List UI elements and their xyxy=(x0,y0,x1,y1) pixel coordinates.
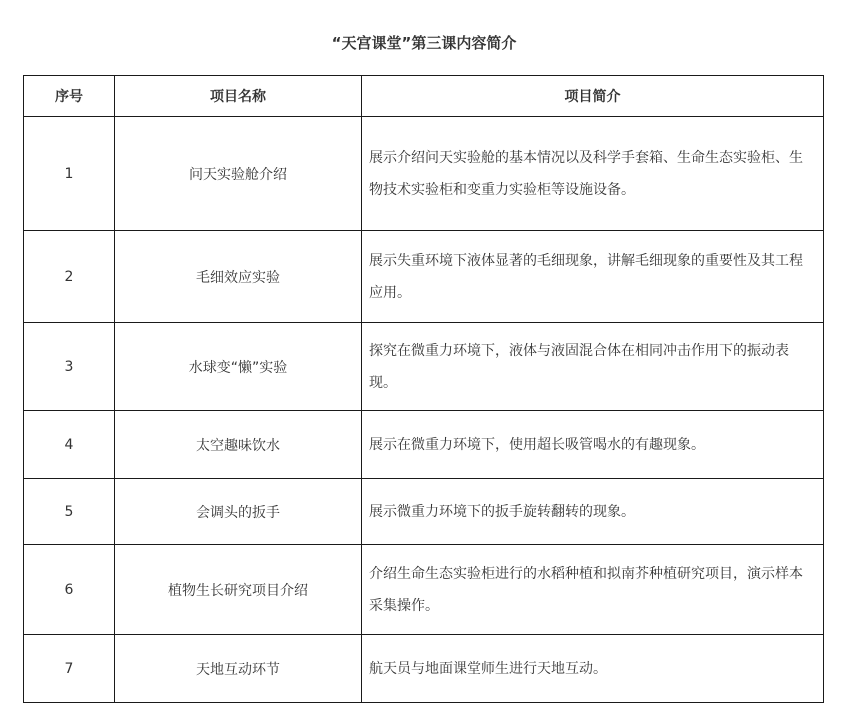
row-description: 介绍生命生态实验柜进行的水稻种植和拟南芥种植研究项目，演示样本采集操作。 xyxy=(362,545,824,635)
row-description: 航天员与地面课堂师生进行天地互动。 xyxy=(362,635,824,703)
table-row xyxy=(24,117,824,231)
table-row xyxy=(24,635,824,703)
row-number: 1 xyxy=(24,117,115,231)
header-number: 序号 xyxy=(24,76,115,117)
header-row xyxy=(24,76,824,117)
row-name: 太空趣味饮水 xyxy=(115,411,362,479)
row-description: 展示失重环境下液体显著的毛细现象，讲解毛细现象的重要性及其工程应用。 xyxy=(362,231,824,323)
row-number: 7 xyxy=(24,635,115,703)
row-number: 2 xyxy=(24,231,115,323)
header-description: 项目简介 xyxy=(362,76,824,117)
row-description: 展示微重力环境下的扳手旋转翻转的现象。 xyxy=(362,479,824,545)
row-name: 天地互动环节 xyxy=(115,635,362,703)
table-row xyxy=(24,323,824,411)
row-name: 水球变“懒”实验 xyxy=(115,323,362,411)
row-name: 植物生长研究项目介绍 xyxy=(115,545,362,635)
table-row xyxy=(24,479,824,545)
row-number: 6 xyxy=(24,545,115,635)
header-name: 项目名称 xyxy=(115,76,362,117)
row-name: 会调头的扳手 xyxy=(115,479,362,545)
table-row xyxy=(24,545,824,635)
row-description: 展示介绍问天实验舱的基本情况以及科学手套箱、生命生态实验柜、生物技术实验柜和变重力实验柜等设施设备。 xyxy=(362,117,824,231)
row-name: 问天实验舱介绍 xyxy=(115,117,362,231)
row-name: 毛细效应实验 xyxy=(115,231,362,323)
row-number: 4 xyxy=(24,411,115,479)
row-description: 探究在微重力环境下，液体与液固混合体在相同冲击作用下的振动表现。 xyxy=(362,323,824,411)
content-table xyxy=(23,75,824,703)
row-number: 3 xyxy=(24,323,115,411)
row-number: 5 xyxy=(24,479,115,545)
row-description: 展示在微重力环境下，使用超长吸管喝水的有趣现象。 xyxy=(362,411,824,479)
table-row xyxy=(24,411,824,479)
table-title: “天宫课堂”第三课内容简介 xyxy=(331,34,517,52)
table-row xyxy=(24,231,824,323)
